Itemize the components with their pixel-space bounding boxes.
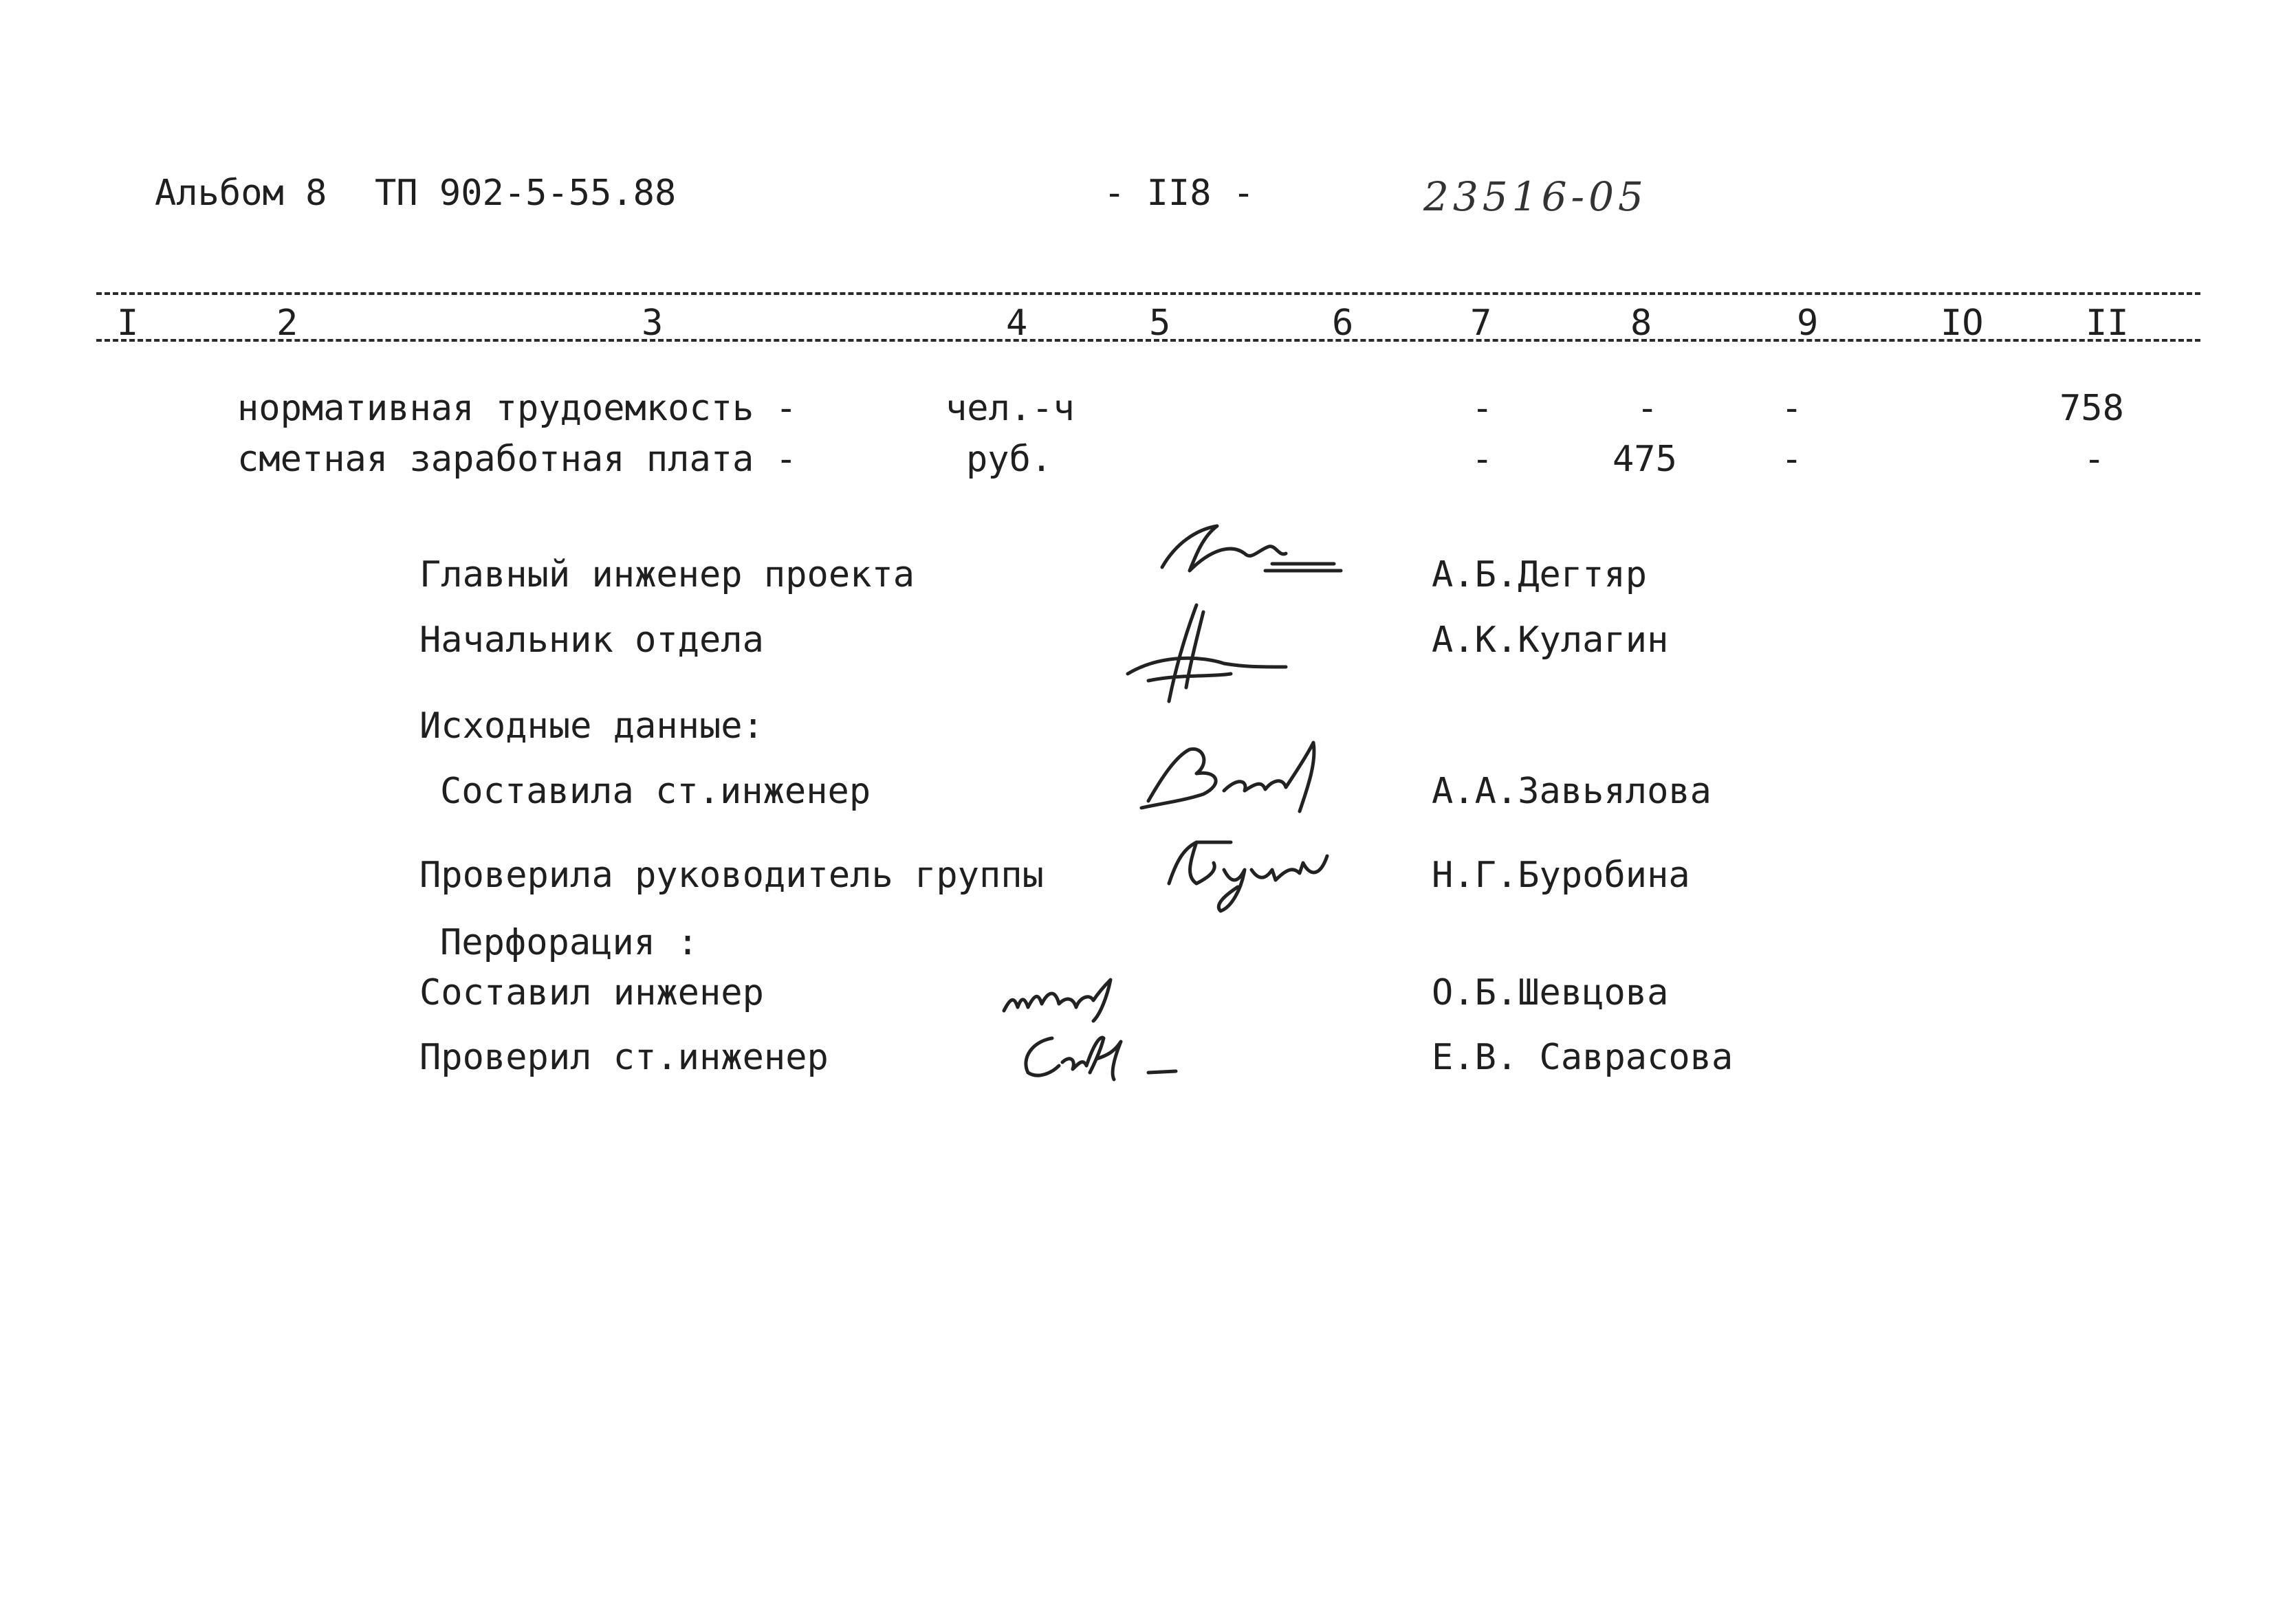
signature-name: О.Б.Шевцова [1432, 972, 1669, 1013]
column-number: II [2086, 303, 2129, 344]
signature-name: А.К.Кулагин [1432, 619, 1669, 661]
column-number: 3 [642, 303, 664, 344]
cell-col7: - [1472, 439, 1494, 480]
signature-role: Составила ст.инженер [440, 771, 871, 812]
signature-role: Составил инженер [419, 972, 764, 1013]
signature-role: Проверила руководитель группы [419, 855, 1044, 896]
column-number: 2 [276, 303, 298, 344]
signature-scribble-compiler [1128, 736, 1334, 818]
handwritten-code: 23516-05 [1423, 173, 1648, 220]
signature-name: Н.Г.Буробина [1432, 855, 1690, 896]
row-label: нормативная трудоемкость - [237, 388, 797, 429]
column-number: 8 [1630, 303, 1652, 344]
table-top-rule [96, 292, 2200, 295]
signature-scribble-perforation-compiler [997, 976, 1121, 1024]
cell-col8: - [1637, 388, 1659, 429]
signature-scribble-chief-engineer [1148, 516, 1348, 591]
column-number: I [117, 303, 139, 344]
signature-role: Проверил ст.инженер [419, 1037, 829, 1078]
signature-name: Е.В. Саврасова [1432, 1037, 1734, 1078]
column-number: 6 [1332, 303, 1354, 344]
signature-scribble-group-leader [1155, 829, 1334, 918]
cell-col8: 475 [1612, 439, 1677, 480]
row-label: сметная заработная плата - [237, 439, 797, 480]
album-label: Альбом 8 [155, 173, 327, 214]
signature-scribble-department-head [1121, 598, 1293, 708]
cell-col11: 758 [2059, 388, 2124, 429]
row-unit: руб. [966, 439, 1053, 480]
signature-scribble-perforation-checker [1011, 1024, 1183, 1086]
signature-name: А.Б.Дегтяр [1432, 554, 1648, 595]
signature-name: А.А.Завьялова [1432, 771, 1712, 812]
signature-role: Начальник отдела [419, 619, 764, 661]
column-number: 9 [1797, 303, 1819, 344]
section-heading: Исходные данные: [419, 705, 764, 747]
page-number: - II8 - [1104, 173, 1255, 214]
project-code: ТП 902-5-55.88 [375, 173, 677, 214]
row-unit: чел.-ч [945, 388, 1075, 429]
column-number: 4 [1006, 303, 1028, 344]
table-bottom-rule [96, 339, 2200, 342]
cell-col9: - [1781, 439, 1803, 480]
column-number: 7 [1470, 303, 1492, 344]
column-number: 5 [1149, 303, 1171, 344]
column-number: IO [1940, 303, 1984, 344]
cell-col11: - [2084, 439, 2106, 480]
cell-col7: - [1472, 388, 1494, 429]
section-heading: Перфорация : [440, 922, 699, 963]
cell-col9: - [1781, 388, 1803, 429]
signature-role: Главный инженер проекта [419, 554, 915, 595]
